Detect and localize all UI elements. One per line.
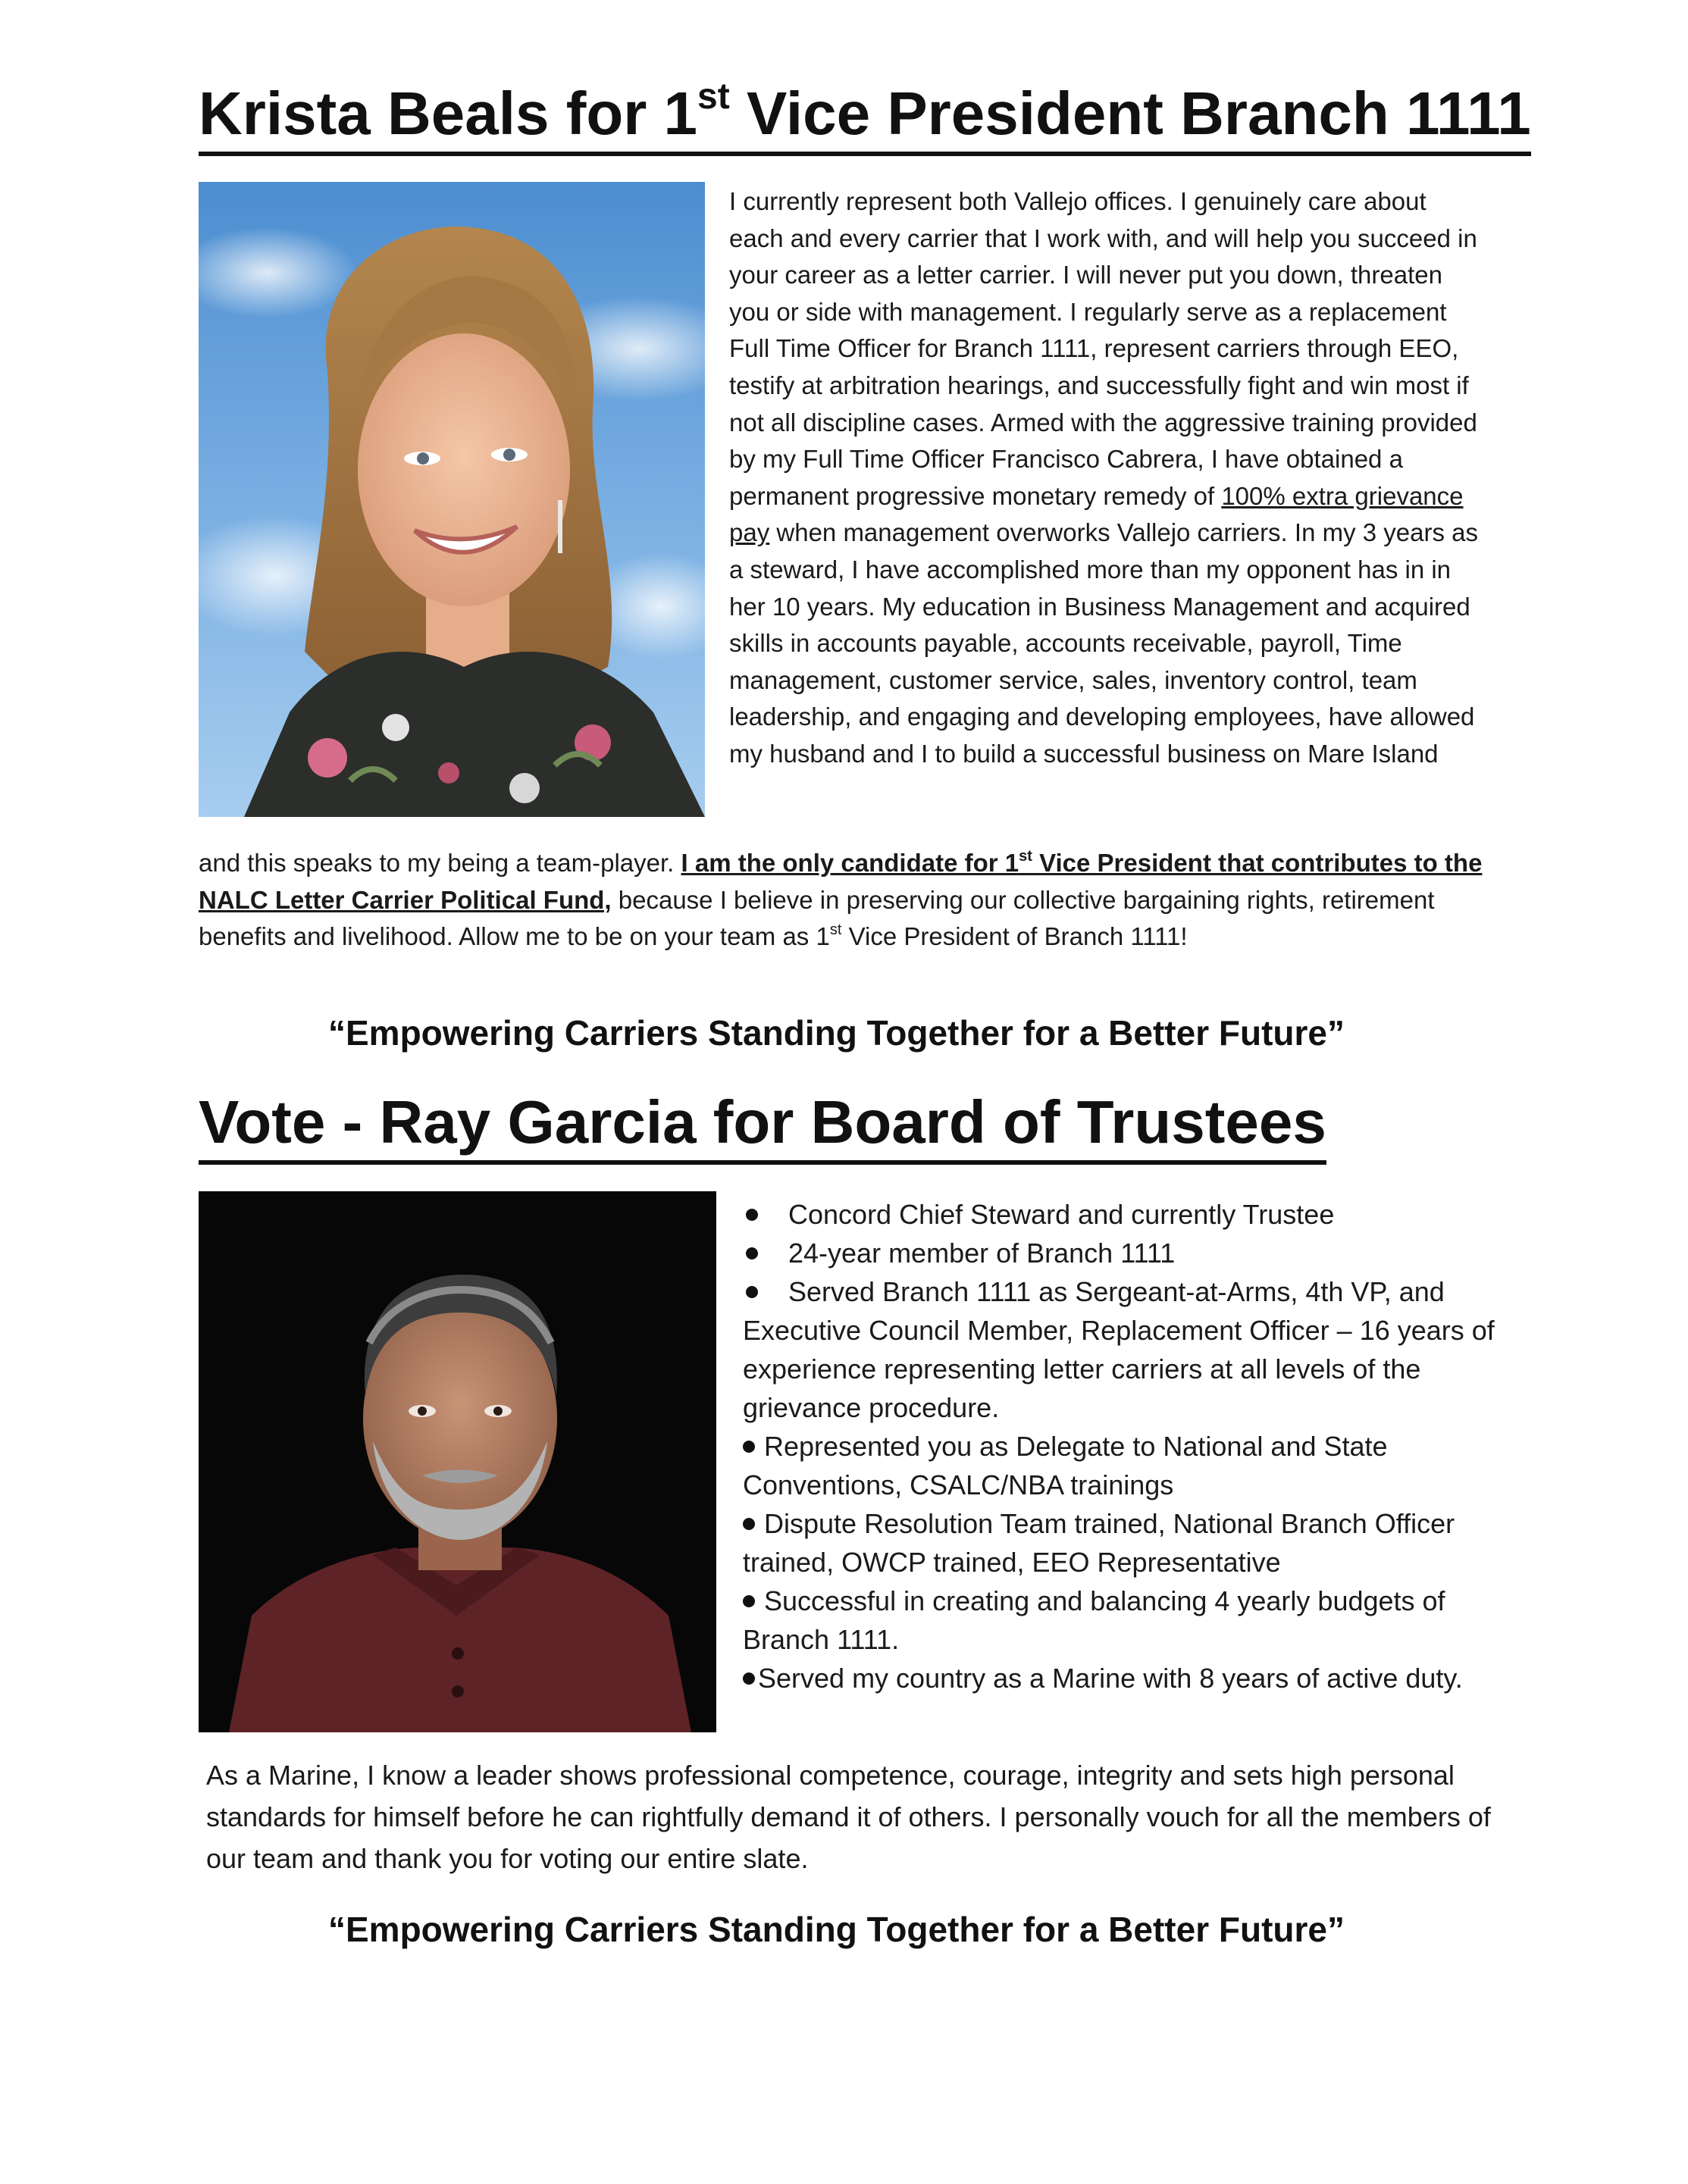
ray-closing-paragraph: As a Marine, I know a leader shows professional competence, courage, integrity and sets high personal standards for himself before he can rightfully demand it of others. I personally vouch for all the members of our team and thank you for voting our entire slate. bbox=[206, 1760, 1491, 1874]
bio-text-b: when management overworks Vallejo carriers. In my 3 years as a steward, I have accomplished more than my opponent has in in her 10 years. My education in Business Management and acquired skills in accounts payable, accounts receivable, payroll, Time management, customer service, sales, inventory control, team leadership, and engaging and developing employees, have allowed my husband and I to build a successful business on Mare Island bbox=[729, 518, 1478, 768]
bullet-text: Successful in creating and balancing 4 yearly budgets of Branch 1111. bbox=[743, 1585, 1445, 1655]
political-fund-text-a: I am the only candidate for 1 bbox=[681, 849, 1019, 877]
bio-text-a: I currently represent both Vallejo offices. I genuinely care about each and every carrier that I work with, and will help you succeed in your career as a letter carrier. I will never put you down, threaten you or side with management. I regularly serve as a replacement Full Time Officer for Branch 1111, represent carriers through EEO, testify at arbitration hearings, and successfully fight and win most if not all discipline cases. Armed with the aggressive training provided by my Full Time Officer Francisco Cabrera, I have obtained a permanent progressive monetary remedy of bbox=[729, 187, 1477, 510]
krista-portrait-illustration bbox=[199, 182, 705, 817]
bullet-text: 24-year member of Branch 1111 bbox=[788, 1237, 1176, 1269]
bullet-text: Concord Chief Steward and currently Trustee bbox=[788, 1199, 1335, 1230]
bullet-icon bbox=[746, 1247, 758, 1259]
list-item bbox=[743, 1582, 1501, 1659]
bullet-text: Served Branch 1111 as Sergeant-at-Arms, 4th VP, and Executive Council Member, Replacement Officer – 16 years of experience representing letter carriers at all levels of the grievance procedure. bbox=[743, 1276, 1495, 1423]
list-item bbox=[743, 1427, 1501, 1504]
grievance-pay-underlined-text: 100% extra grievance pay bbox=[729, 481, 1464, 547]
list-item bbox=[743, 1234, 1501, 1272]
ray-garcia-photo bbox=[199, 1191, 716, 1732]
bullet-text: Represented you as Delegate to National and State Conventions, CSALC/NBA trainings bbox=[743, 1431, 1388, 1500]
bullet-icon bbox=[743, 1595, 755, 1607]
candidate-1-title bbox=[199, 77, 1531, 156]
bio-text-d: because I believe in preserving our collective bargaining rights, retirement benefits and livelihood. Allow me to be on your team as 1 bbox=[199, 885, 1435, 951]
bullet-text: Served my country as a Marine with 8 years of active duty. bbox=[758, 1663, 1463, 1694]
political-fund-sup: st bbox=[1019, 848, 1032, 865]
bio-text-c: and this speaks to my being a team-player. bbox=[199, 849, 681, 877]
slogan-1: “Empowering Carriers Standing Together for a Better Future” bbox=[328, 1013, 1345, 1053]
title-main: Krista Beals for 1 bbox=[199, 80, 698, 147]
krista-bio-continued bbox=[199, 845, 1495, 956]
slogan-2: “Empowering Carriers Standing Together for a Better Future” bbox=[328, 1910, 1345, 1949]
list-item bbox=[743, 1272, 1501, 1427]
political-fund-text-b: Vice President that contributes to the NALC Letter Carrier Political Fund, bbox=[199, 849, 1483, 914]
krista-bio-paragraph bbox=[729, 183, 1487, 773]
title-rest: Vice President Branch 1111 bbox=[729, 80, 1531, 147]
list-item bbox=[743, 1195, 1501, 1234]
list-item bbox=[743, 1504, 1501, 1582]
bullet-text: Dispute Resolution Team trained, National Branch Officer trained, OWCP trained, EEO Representative bbox=[743, 1508, 1455, 1578]
bio-text-e: Vice President of Branch 1111! bbox=[841, 922, 1188, 951]
ray-qualifications-list bbox=[743, 1195, 1501, 1697]
bullet-icon bbox=[746, 1286, 758, 1298]
candidate-2-title: Vote - Ray Garcia for Board of Trustees bbox=[199, 1086, 1326, 1165]
bullet-icon bbox=[743, 1672, 755, 1685]
ray-portrait-illustration bbox=[199, 1191, 716, 1732]
bullet-icon bbox=[743, 1441, 755, 1453]
title-superscript: st bbox=[697, 77, 730, 117]
bio-sup: st bbox=[829, 921, 842, 939]
krista-beals-photo bbox=[199, 182, 705, 817]
bullet-icon bbox=[743, 1518, 755, 1530]
bullet-icon bbox=[746, 1209, 758, 1221]
list-item bbox=[743, 1659, 1501, 1697]
